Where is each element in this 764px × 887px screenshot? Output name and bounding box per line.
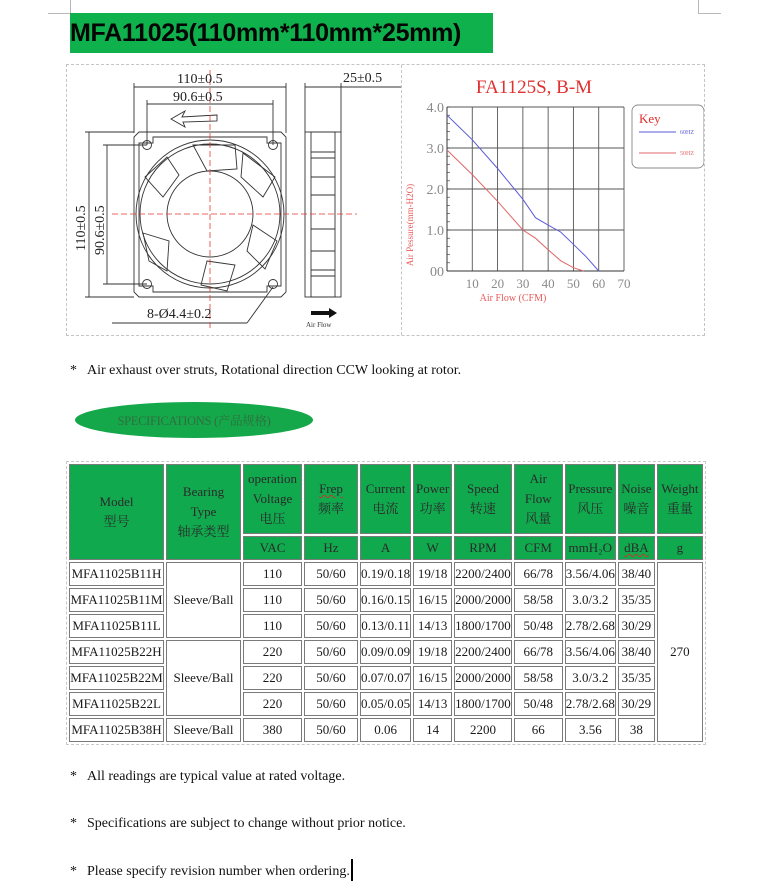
unit-weight: g <box>657 536 703 560</box>
cell-frequency: 50/60 <box>304 640 358 664</box>
airflow-arrow-icon <box>311 308 337 318</box>
cell-model: MFA11025B22M <box>69 666 164 690</box>
text-cursor[interactable] <box>351 859 353 881</box>
cell-voltage: 110 <box>243 588 302 612</box>
cell-power: 19/18 <box>413 562 452 586</box>
cell-power: 14/13 <box>413 614 452 638</box>
specifications-badge-label: SPECIFICATIONS (产品规格) <box>117 414 271 428</box>
header-power: Power 功率 <box>413 464 452 534</box>
cell-pressure: 3.56 <box>565 718 616 742</box>
cell-noise: 38/40 <box>618 562 655 586</box>
cell-speed: 2200/2400 <box>454 562 512 586</box>
note-revision: * Please specify revision number when ordering. <box>70 859 353 881</box>
note-change: * Specifications are subject to change without prior notice. <box>70 816 406 831</box>
chart-legend <box>632 105 704 168</box>
x-tick-label: 30 <box>516 276 530 291</box>
cell-noise: 38 <box>618 718 655 742</box>
cell-frequency: 50/60 <box>304 588 358 612</box>
chart-title: FA1125S, B-M <box>475 77 593 98</box>
header-frequency: Frep 频率 <box>304 464 358 534</box>
x-tick-label: 70 <box>617 276 631 291</box>
dim-height: 110±0.5 <box>74 205 89 251</box>
cell-power: 16/15 <box>413 666 452 690</box>
cell-current: 0.07/0.07 <box>360 666 411 690</box>
x-tick-label: 50 <box>566 276 580 291</box>
cell-current: 0.05/0.05 <box>360 692 411 716</box>
note-readings-text: All readings are typical value at rated voltage. <box>87 769 346 784</box>
cell-current: 0.13/0.11 <box>360 614 411 638</box>
legend-label-50hz: 50HZ <box>680 151 694 157</box>
header-airflow: Air Flow 风量 <box>514 464 563 534</box>
table-row <box>69 718 703 742</box>
cell-frequency: 50/60 <box>304 614 358 638</box>
cell-voltage: 380 <box>243 718 302 742</box>
cell-frequency: 50/60 <box>304 666 358 690</box>
cell-voltage: 110 <box>243 614 302 638</box>
cell-power: 14/13 <box>413 692 452 716</box>
cell-frequency: 50/60 <box>304 718 358 742</box>
cell-airflow: 58/58 <box>514 666 563 690</box>
unit-noise: dBA <box>618 536 655 560</box>
dim-inner-width: 90.6±0.5 <box>173 90 223 105</box>
cell-current: 0.09/0.09 <box>360 640 411 664</box>
y-tick-label: 1.0 <box>426 224 444 239</box>
cell-pressure: 3.0/3.2 <box>565 666 616 690</box>
table-row <box>69 666 703 690</box>
page-title-banner <box>70 13 493 53</box>
y-tick-label: 00 <box>430 265 444 280</box>
table-row <box>69 588 703 612</box>
unit-airflow: CFM <box>514 536 563 560</box>
legend-title: Key <box>639 111 661 126</box>
cell-noise: 30/29 <box>618 614 655 638</box>
y-tick-label: 4.0 <box>426 101 444 116</box>
unit-voltage: VAC <box>243 536 302 560</box>
unit-frequency: Hz <box>304 536 358 560</box>
cell-model: MFA11025B11H <box>69 562 164 586</box>
cell-pressure: 3.0/3.2 <box>565 588 616 612</box>
cell-pressure: 2.78/2.68 <box>565 692 616 716</box>
cell-voltage: 220 <box>243 692 302 716</box>
dim-depth: 25±0.5 <box>343 71 383 86</box>
cell-airflow: 66/78 <box>514 562 563 586</box>
cell-voltage: 220 <box>243 640 302 664</box>
cell-model: MFA11025B11L <box>69 614 164 638</box>
airflow-label: Air Flow <box>306 321 332 329</box>
note-rotation <box>70 363 461 379</box>
cell-pressure: 2.78/2.68 <box>565 614 616 638</box>
cell-airflow: 50/48 <box>514 692 563 716</box>
cell-bearing: Sleeve/Ball <box>166 718 241 742</box>
cell-noise: 35/35 <box>618 666 655 690</box>
header-weight: Weight 重量 <box>657 464 703 534</box>
cell-noise: 38/40 <box>618 640 655 664</box>
dim-inner-height: 90.6±0.5 <box>93 205 108 255</box>
cell-pressure: 3.56/4.06 <box>565 640 616 664</box>
cell-voltage: 110 <box>243 562 302 586</box>
table-units-row <box>69 536 703 560</box>
unit-power: W <box>413 536 452 560</box>
cell-speed: 2200/2400 <box>454 640 512 664</box>
unit-speed: RPM <box>454 536 512 560</box>
cell-bearing: Sleeve/Ball <box>166 640 241 716</box>
cell-model: MFA11025B22H <box>69 640 164 664</box>
table-header-row <box>69 464 703 534</box>
note-revision-text: Please specify revision number when ordering. <box>87 864 350 879</box>
cell-current: 0.16/0.15 <box>360 588 411 612</box>
cell-pressure: 3.56/4.06 <box>565 562 616 586</box>
dim-width: 110±0.5 <box>177 72 223 87</box>
performance-chart <box>403 65 704 335</box>
header-noise: Noise 噪音 <box>618 464 655 534</box>
cell-speed: 2000/2000 <box>454 588 512 612</box>
cell-weight: 270 <box>657 562 703 742</box>
cell-power: 19/18 <box>413 640 452 664</box>
x-tick-label: 40 <box>541 276 555 291</box>
dim-holes: 8-Ø4.4±0.2 <box>147 307 212 322</box>
cell-power: 16/15 <box>413 588 452 612</box>
cell-airflow: 66/78 <box>514 640 563 664</box>
header-current: Current 电流 <box>360 464 411 534</box>
cell-speed: 1800/1700 <box>454 614 512 638</box>
table-row <box>69 614 703 638</box>
cell-current: 0.19/0.18 <box>360 562 411 586</box>
header-voltage: operation Voltage 电压 <box>243 464 302 534</box>
page-corner-mark-left <box>48 0 71 14</box>
page-corner-mark-right <box>698 0 721 14</box>
figure-panel <box>66 64 705 336</box>
specifications-badge <box>75 402 313 438</box>
cell-noise: 30/29 <box>618 692 655 716</box>
series-line-50hz <box>447 150 584 271</box>
cell-power: 14 <box>413 718 452 742</box>
unit-current: A <box>360 536 411 560</box>
header-model: Model 型号 <box>69 464 164 560</box>
cell-model: MFA11025B11M <box>69 588 164 612</box>
x-tick-label: 20 <box>491 276 505 291</box>
cell-model: MFA11025B22L <box>69 692 164 716</box>
x-tick-label: 10 <box>465 276 479 291</box>
cell-frequency: 50/60 <box>304 692 358 716</box>
header-bearing: Bearing Type 轴承类型 <box>166 464 241 560</box>
chart-x-label: Air Flow (CFM) <box>479 293 547 304</box>
specifications-table <box>66 461 706 745</box>
unit-pressure: mmH₂O <box>565 536 616 560</box>
table-row <box>69 692 703 716</box>
note-change-text: Specifications are subject to change without prior notice. <box>87 816 406 831</box>
note-readings: * All readings are typical value at rated voltage. <box>70 769 346 784</box>
cell-current: 0.06 <box>360 718 411 742</box>
legend-label-60hz: 60HZ <box>680 130 694 136</box>
cell-speed: 2000/2000 <box>454 666 512 690</box>
header-speed: Speed 转速 <box>454 464 512 534</box>
y-tick-label: 3.0 <box>426 142 444 157</box>
cell-voltage: 220 <box>243 666 302 690</box>
y-tick-label: 2.0 <box>426 183 444 198</box>
cell-noise: 35/35 <box>618 588 655 612</box>
cell-model: MFA11025B38H <box>69 718 164 742</box>
fan-dimension-drawing <box>67 65 402 335</box>
page-title: MFA11025(110mm*110mm*25mm) <box>70 18 462 47</box>
chart-y-label: Air Pessure(mm-H2O) <box>405 183 415 267</box>
table-row <box>69 562 703 586</box>
table-row <box>69 640 703 664</box>
cell-airflow: 50/48 <box>514 614 563 638</box>
x-tick-label: 60 <box>592 276 606 291</box>
cell-bearing: Sleeve/Ball <box>166 562 241 638</box>
cell-airflow: 66 <box>514 718 563 742</box>
cell-speed: 2200 <box>454 718 512 742</box>
note-rotation-text: Air exhaust over struts, Rotational direction CCW looking at rotor. <box>87 363 462 378</box>
header-pressure: Pressure 风压 <box>565 464 616 534</box>
cell-frequency: 50/60 <box>304 562 358 586</box>
note-bullet: * <box>70 363 77 378</box>
cell-speed: 1800/1700 <box>454 692 512 716</box>
cell-airflow: 58/58 <box>514 588 563 612</box>
